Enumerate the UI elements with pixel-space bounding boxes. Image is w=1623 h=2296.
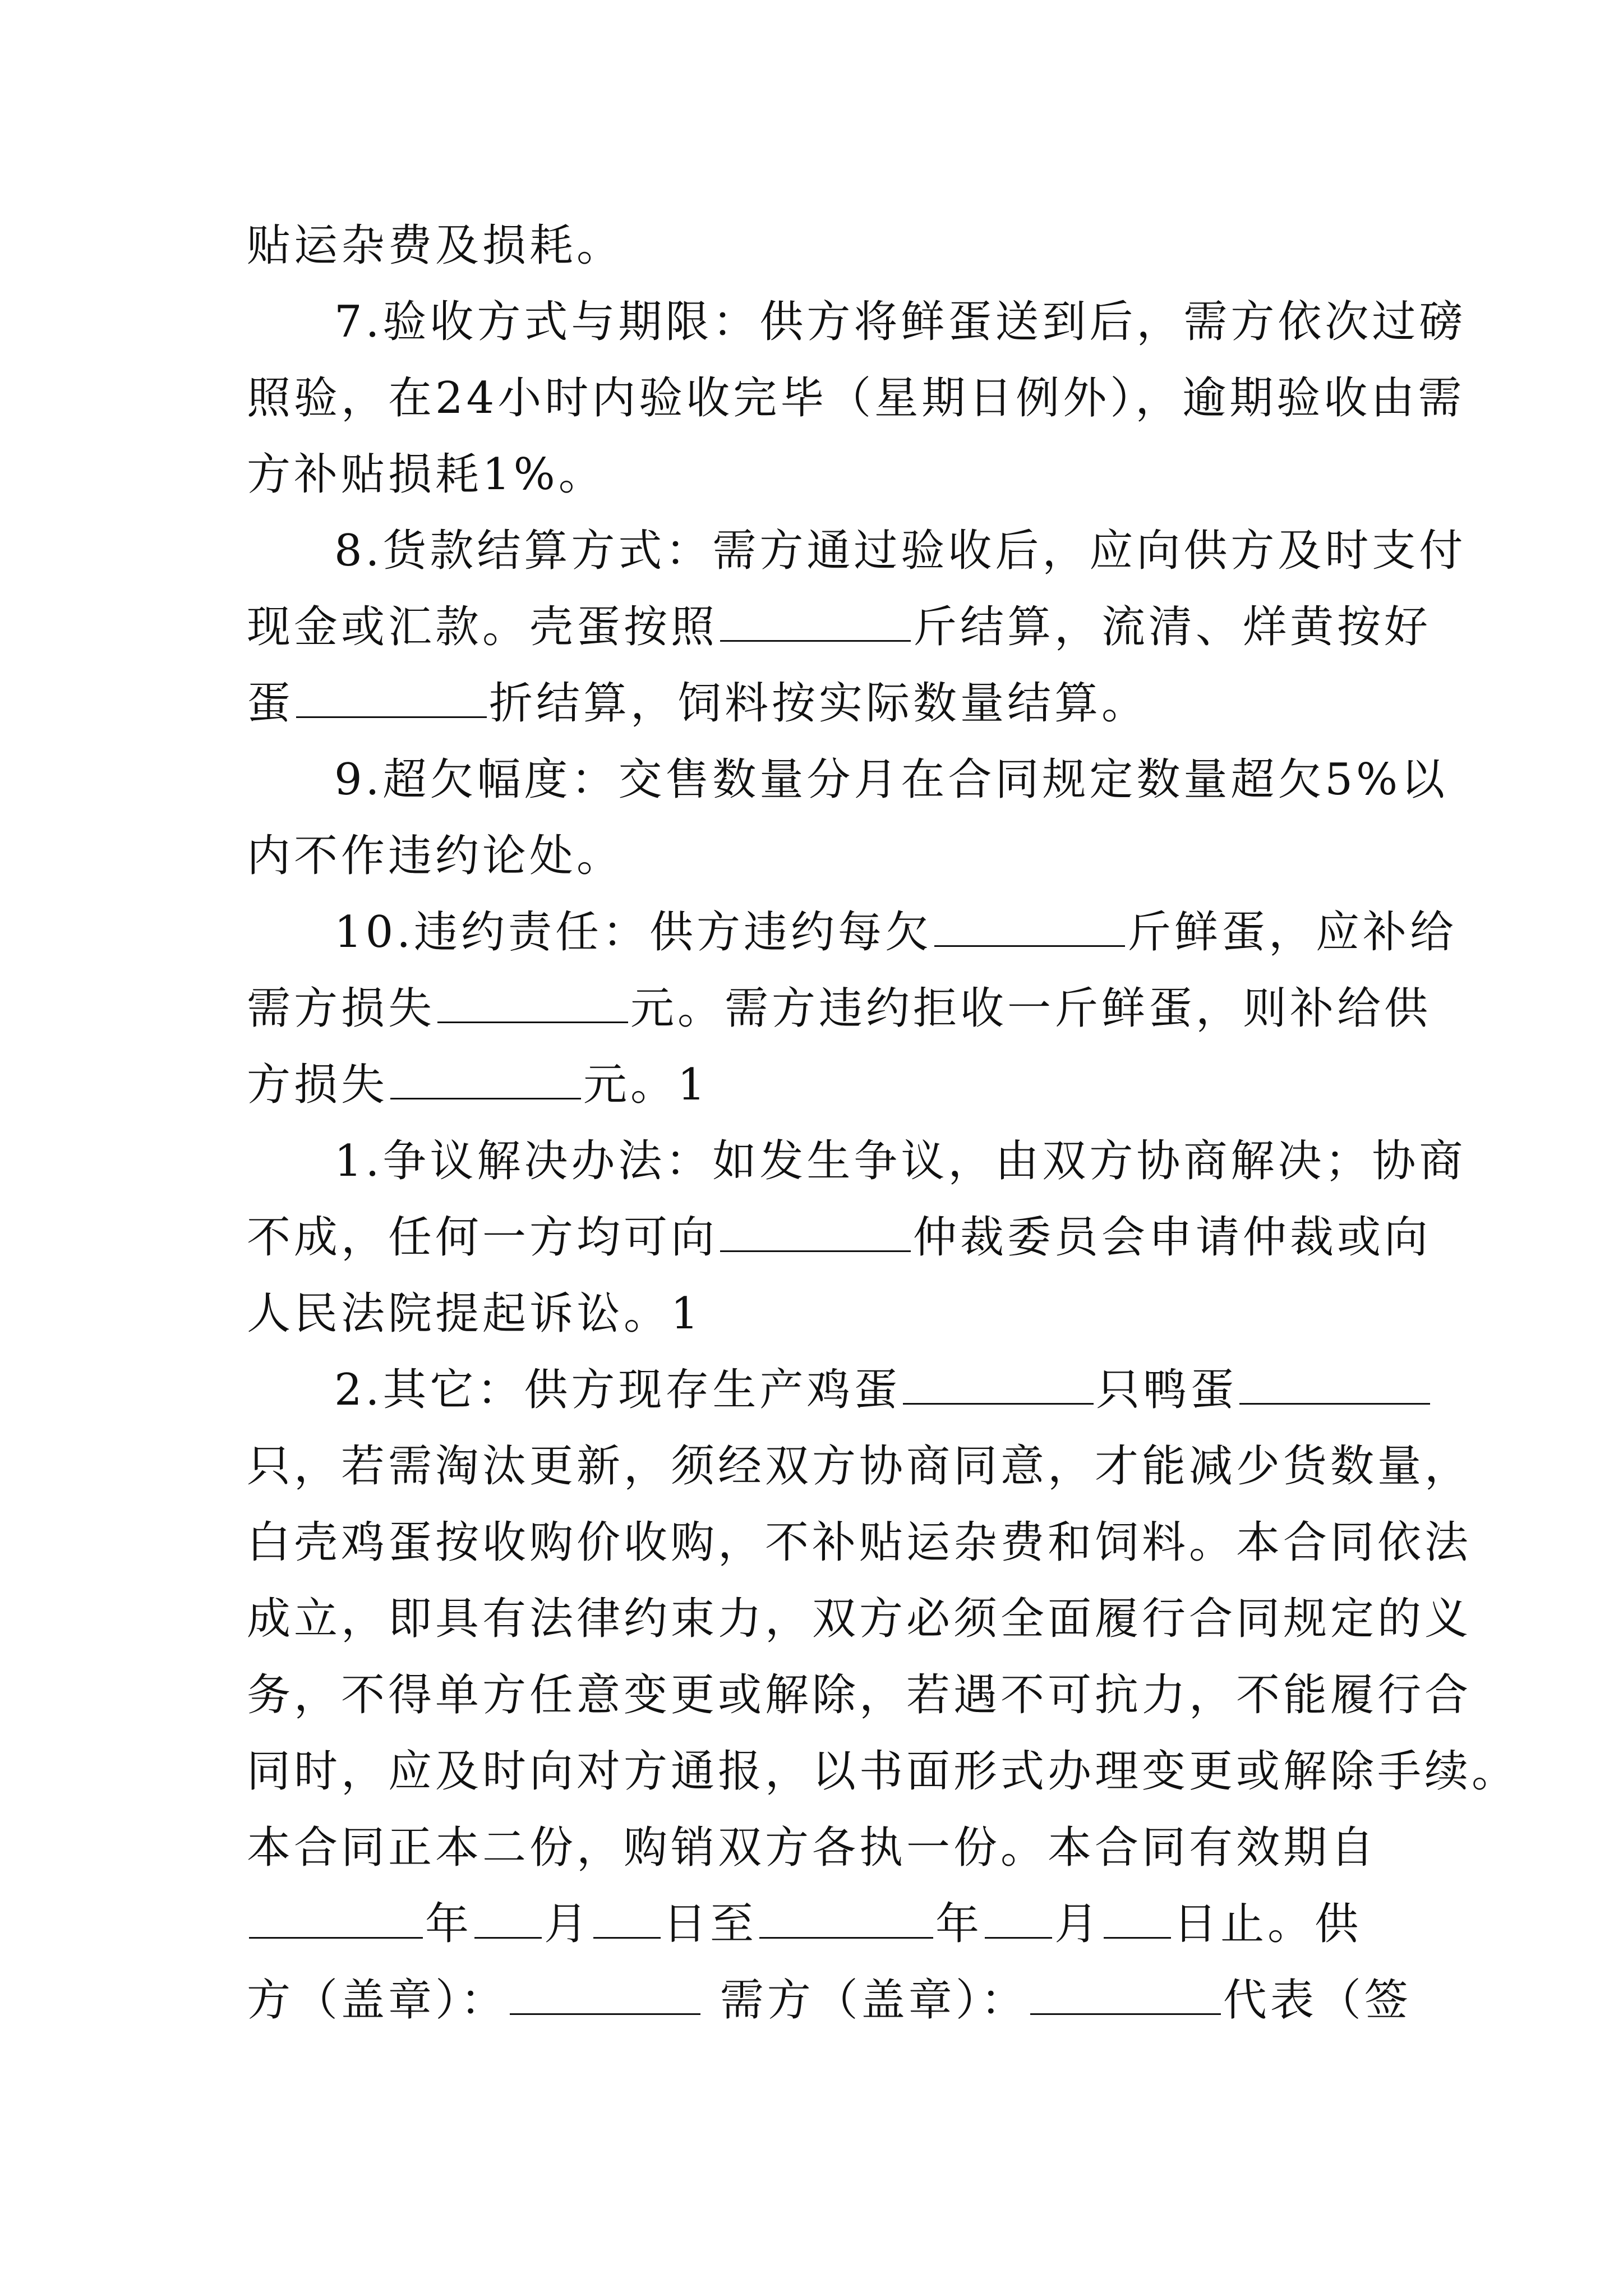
fill-blank[interactable] <box>720 600 911 642</box>
line-text: 务，不得单方任意变更或解除，若遇不可抗力，不能履行合 <box>247 1670 1472 1720</box>
line-text: 月 <box>544 1899 592 1949</box>
line-text: 8.货款结算方式：需方通过验收后，应向供方及时支付 <box>334 526 1467 576</box>
text-line <box>247 1199 1432 1276</box>
line-text: 同时，应及时向对方通报，以书面形式办理变更或解除手续。 <box>247 1746 1519 1797</box>
line-text: 7.验收方式与期限：供方将鲜蛋送到后，需方依次过磅 <box>334 297 1467 347</box>
line-text: 照验，在24小时内验收完毕（星期日例外），逾期验收由需 <box>247 373 1465 424</box>
clause-12-line <box>247 1352 1374 1428</box>
line-text: 白壳鸡蛋按收购价收购，不补贴运杂费和饲料。本合同依法 <box>247 1517 1472 1568</box>
line-text: 年 <box>935 1899 983 1949</box>
end-day-blank[interactable] <box>1104 1897 1171 1939</box>
start-year-blank[interactable] <box>249 1897 423 1939</box>
fill-blank[interactable] <box>437 981 628 1023</box>
clause-10-line <box>247 894 1458 970</box>
line-text: 日至 <box>663 1899 758 1949</box>
text-line <box>247 360 1465 436</box>
clause-7-line <box>247 284 1467 360</box>
line-text: 代表（签 <box>1223 1975 1412 2026</box>
line-text: 需方（盖章）： <box>703 1975 1028 2026</box>
fill-blank[interactable] <box>390 1057 581 1099</box>
text-line <box>247 1581 1472 1657</box>
fill-blank[interactable] <box>720 1210 911 1252</box>
line-text: 10.违约责任：供方违约每欠 <box>334 907 933 958</box>
start-month-blank[interactable] <box>474 1897 542 1939</box>
line-text: 内不作违约论处。 <box>247 831 624 881</box>
fill-blank[interactable] <box>934 905 1125 947</box>
line-text: 现金或汇款。壳蛋按照 <box>247 602 718 652</box>
text-line <box>247 589 1432 665</box>
clause-9-line <box>247 742 1449 818</box>
line-text: 人民法院提起诉讼。1 <box>247 1289 702 1339</box>
line-text: 不成，任何一方均可向 <box>247 1212 718 1263</box>
line-text: 需方损失 <box>247 983 436 1034</box>
line-text: 蛋 <box>247 678 294 729</box>
validity-period-line <box>247 1886 1374 1962</box>
line-text: 年 <box>425 1899 473 1949</box>
text-line <box>247 1733 1519 1810</box>
line-text: 本合同正本二份，购销双方各执一份。本合同有效期自 <box>247 1823 1378 1873</box>
line-text: 斤结算，流清、烊黄按好 <box>913 602 1432 652</box>
line-text: 成立，即具有法律约束力，双方必须全面履行合同规定的义 <box>247 1594 1472 1644</box>
line-text: 仲裁委员会申请仲裁或向 <box>913 1212 1432 1263</box>
line-text: 1.争议解决办法：如发生争议，由双方协商解决；协商 <box>334 1136 1467 1186</box>
line-text: 斤鲜蛋，应补给 <box>1127 907 1458 958</box>
clause-8-line <box>247 513 1467 589</box>
signature-line <box>247 1962 1412 2039</box>
line-text: 方（盖章）： <box>247 1975 508 2026</box>
line-text: 方补贴损耗1%。 <box>247 449 606 500</box>
start-day-blank[interactable] <box>593 1897 661 1939</box>
clause-11-line <box>247 1123 1467 1199</box>
end-month-blank[interactable] <box>985 1897 1052 1939</box>
line-text: 只，若需淘汰更新，须经双方协商同意，才能减少货数量， <box>247 1441 1472 1492</box>
text-line <box>247 208 1374 284</box>
line-text: 元。需方违约拒收一斤鲜蛋，则补给供 <box>630 983 1432 1034</box>
text-line <box>247 1276 1374 1352</box>
buyer-seal-blank[interactable] <box>1030 1973 1221 2015</box>
text-line <box>247 1810 1378 1886</box>
text-line <box>247 970 1432 1047</box>
text-line <box>247 1428 1472 1504</box>
line-text: 折结算，饲料按实际数量结算。 <box>489 678 1149 729</box>
fill-blank[interactable] <box>903 1363 1094 1405</box>
text-line <box>247 1657 1472 1733</box>
line-text: 9.超欠幅度：交售数量分月在合同规定数量超欠5%以 <box>334 754 1449 805</box>
line-text: 元。1 <box>583 1060 709 1110</box>
line-text: 贴运杂费及损耗。 <box>247 220 624 271</box>
text-line <box>247 818 1374 894</box>
line-text: 2.其它：供方现存生产鸡蛋 <box>334 1365 901 1415</box>
line-text: 只鸭蛋 <box>1096 1365 1238 1415</box>
line-text: 日止。供 <box>1173 1899 1362 1949</box>
text-line <box>247 665 1374 742</box>
text-line <box>247 1504 1472 1581</box>
fill-blank[interactable] <box>296 676 487 718</box>
contract-page <box>247 208 1519 2039</box>
line-text: 月 <box>1054 1899 1102 1949</box>
supplier-seal-blank[interactable] <box>510 1973 700 2015</box>
line-text: 方损失 <box>247 1060 389 1110</box>
end-year-blank[interactable] <box>759 1897 933 1939</box>
fill-blank[interactable] <box>1239 1363 1430 1405</box>
text-line <box>247 436 1374 513</box>
text-line <box>247 1047 1374 1123</box>
